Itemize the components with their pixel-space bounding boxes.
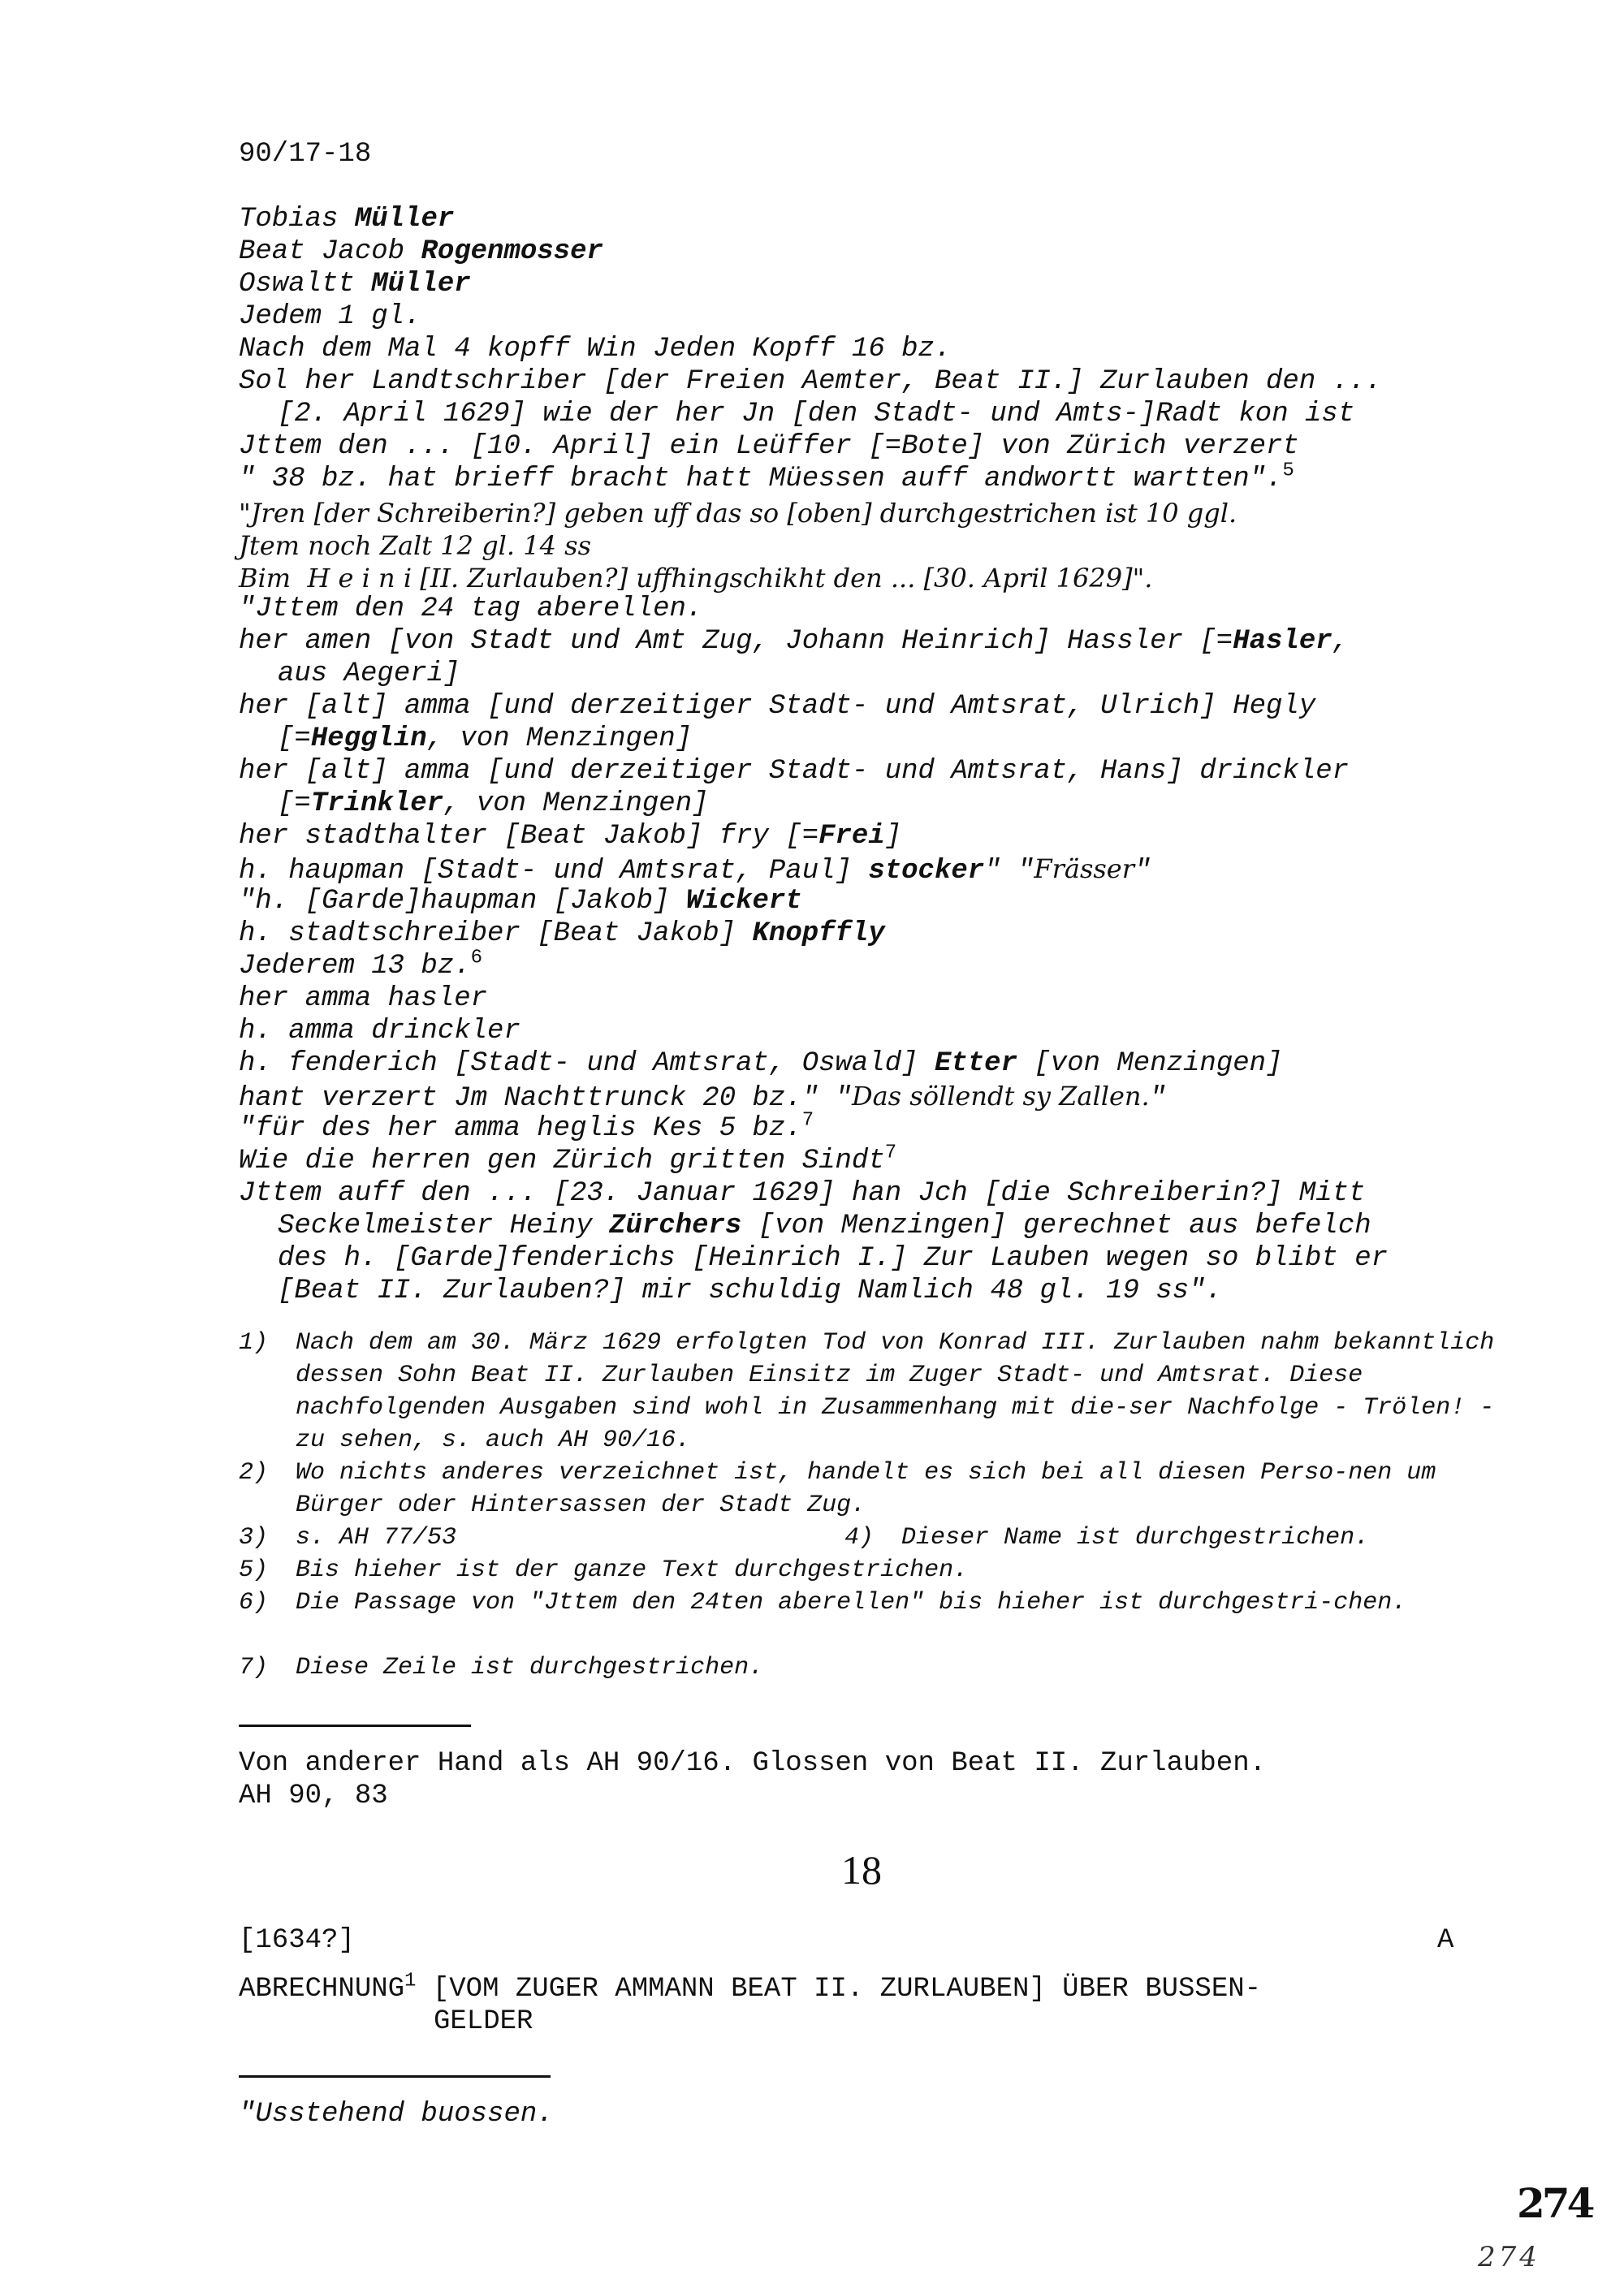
entry-first-line: "Usstehend buossen. (239, 2099, 554, 2130)
text-line: "h. [Garde]haupman [Jakob] Wickert (239, 886, 802, 917)
text-line: des h. [Garde]fenderichs [Heinrich I.] Zur Lauben wegen so blibt er (278, 1243, 1389, 1274)
source-note: Von anderer Hand als AH 90/16. Glossen von Beat II. Zurlauben. (239, 1748, 1267, 1779)
text-line: " 38 bz. hat brieff bracht hatt Müessen auff andwortt wartten".$^5$ (239, 460, 1294, 494)
text-line: Wie die herren gen Zürich gritten Sindt$^7$ (239, 1142, 897, 1176)
entry-title: ABRECHNUNG$^1$ [VOM ZUGER AMMANN BEAT II. ZURLAUBEN] ÜBER BUSSEN- (239, 1970, 1262, 2005)
text-line: Jederem 13 bz.$^6$ (239, 947, 483, 982)
text-line: her stadthalter [Beat Jakob] fry [=Frei] (239, 821, 902, 852)
footnote-5: 5) Bis hieher ist der ganze Text durchgestrichen. (239, 1556, 969, 1584)
text-line: Nach dem Mal 4 kopff Win Jeden Kopff 16 bz. (239, 334, 952, 365)
entry-title-continuation: GELDER (434, 2006, 533, 2037)
separator-rule (239, 1725, 471, 1727)
text-line: Sol her Landtschriber [der Freien Aemter, Beat II.] Zurlauben den ... (239, 366, 1382, 397)
text-line: Jedem 1 gl. (239, 301, 421, 332)
entry-number: 18 (841, 1847, 882, 1893)
page-reference: 90/17-18 (239, 139, 372, 170)
footnote-3: 3) s. AH 77/53 (239, 1524, 457, 1552)
footnote-4: 4) Dieser Name ist durchgestrichen. (844, 1524, 1370, 1552)
footnote-6: 6) Die Passage von "Jttem den 24ten aberellen" bis hieher ist durchgestri-chen. (239, 1589, 1407, 1617)
text-line: Oswaltt Müller (239, 269, 471, 300)
text-line: h. fenderich [Stadt- und Amtsrat, Oswald] Etter [von Menzingen] (239, 1048, 1283, 1079)
text-line: Seckelmeister Heiny Zürchers [von Menzingen] gerechnet aus befelch (278, 1211, 1371, 1241)
text-line: h. amma drinckler (239, 1016, 520, 1047)
text-line: hant verzert Jm Nachttrunck 20 bz." "Das söllendt sy Zallen." (239, 1081, 1167, 1114)
text-line: Jttem den ... [10. April] ein Leüffer [=Bote] von Zürich verzert (239, 431, 1299, 462)
text-line: her [alt] amma [und derzeitiger Stadt- und Amtsrat, Hans] drinckler (239, 756, 1350, 787)
text-line: her amen [von Stadt und Amt Zug, Johann Heinrich] Hassler [=Hasler, (239, 626, 1350, 657)
footnote-2: 2) Wo nichts anderes verzeichnet ist, handelt es sich bei all diesen Perso-nen um Bürger oder Hintersassen der Stadt Zug. (239, 1459, 1436, 1519)
entry-date: [1634?] (239, 1925, 355, 1956)
text-line: "für des her amma heglis Kes 5 bz.$^7$ (239, 1109, 814, 1144)
text-line: Tobias Müller (239, 204, 455, 235)
text-line: her [alt] amma [und derzeitiger Stadt- und Amtsrat, Ulrich] Hegly (239, 691, 1316, 722)
text-line: h. haupman [Stadt- und Amtsrat, Paul] stocker" "Frässer" (239, 853, 1151, 887)
gloss-line: "Jren [der Schreiberin?] geben uff das so [oben] durchgestrichen ist 10 ggl. (239, 498, 1237, 529)
page-stamp-number: 274 (1517, 2179, 1592, 2227)
text-line: [=Trinkler, von Menzingen] (278, 788, 709, 819)
archive-reference: AH 90, 83 (239, 1781, 388, 1811)
text-line: "Jttem den 24 tag aberellen. (239, 594, 703, 624)
text-line: [Beat II. Zurlauben?] mir schuldig Namlich 48 gl. 19 ss". (278, 1276, 1222, 1306)
text-line: Jttem auff den ... [23. Januar 1629] han Jch [die Schreiberin?] Mitt (239, 1178, 1366, 1209)
text-line: [=Hegglin, von Menzingen] (278, 723, 693, 754)
gloss-line: Bim H e i n i [II. Zurlauben?] uffhingschikht den ... [30. April 1629]". (239, 563, 1153, 594)
entry-marker: A (1437, 1925, 1454, 1956)
footnote-7: 7) Diese Zeile ist durchgestrichen. (239, 1654, 764, 1681)
text-line: h. stadtschreiber [Beat Jakob] Knopffly (239, 918, 885, 949)
footnote-1: 1) Nach dem am 30. März 1629 erfolgten Tod von Konrad III. Zurlauben nahm bekanntlich dessen Sohn Beat II. Zurlauben Einsitz im Zuger Stadt- und Amtsrat. Diese nachfolgenden Ausgaben sind wohl in Zusammenhang mit die-ser Nachfolge - Trölen! - zu sehen, s. auch AH 90/16. (239, 1329, 1495, 1454)
gloss-line: Jtem noch Zalt 12 gl. 14 ss (239, 530, 591, 561)
pencil-page-number: 274 (1478, 2241, 1540, 2273)
text-line: Beat Jacob Rogenmosser (239, 236, 603, 267)
text-line: her amma hasler (239, 983, 488, 1014)
text-line: aus Aegeri] (278, 658, 460, 689)
separator-rule (239, 2075, 551, 2078)
text-line: [2. April 1629] wie der her Jn [den Stadt- und Amts-]Radt kon ist (278, 399, 1355, 430)
